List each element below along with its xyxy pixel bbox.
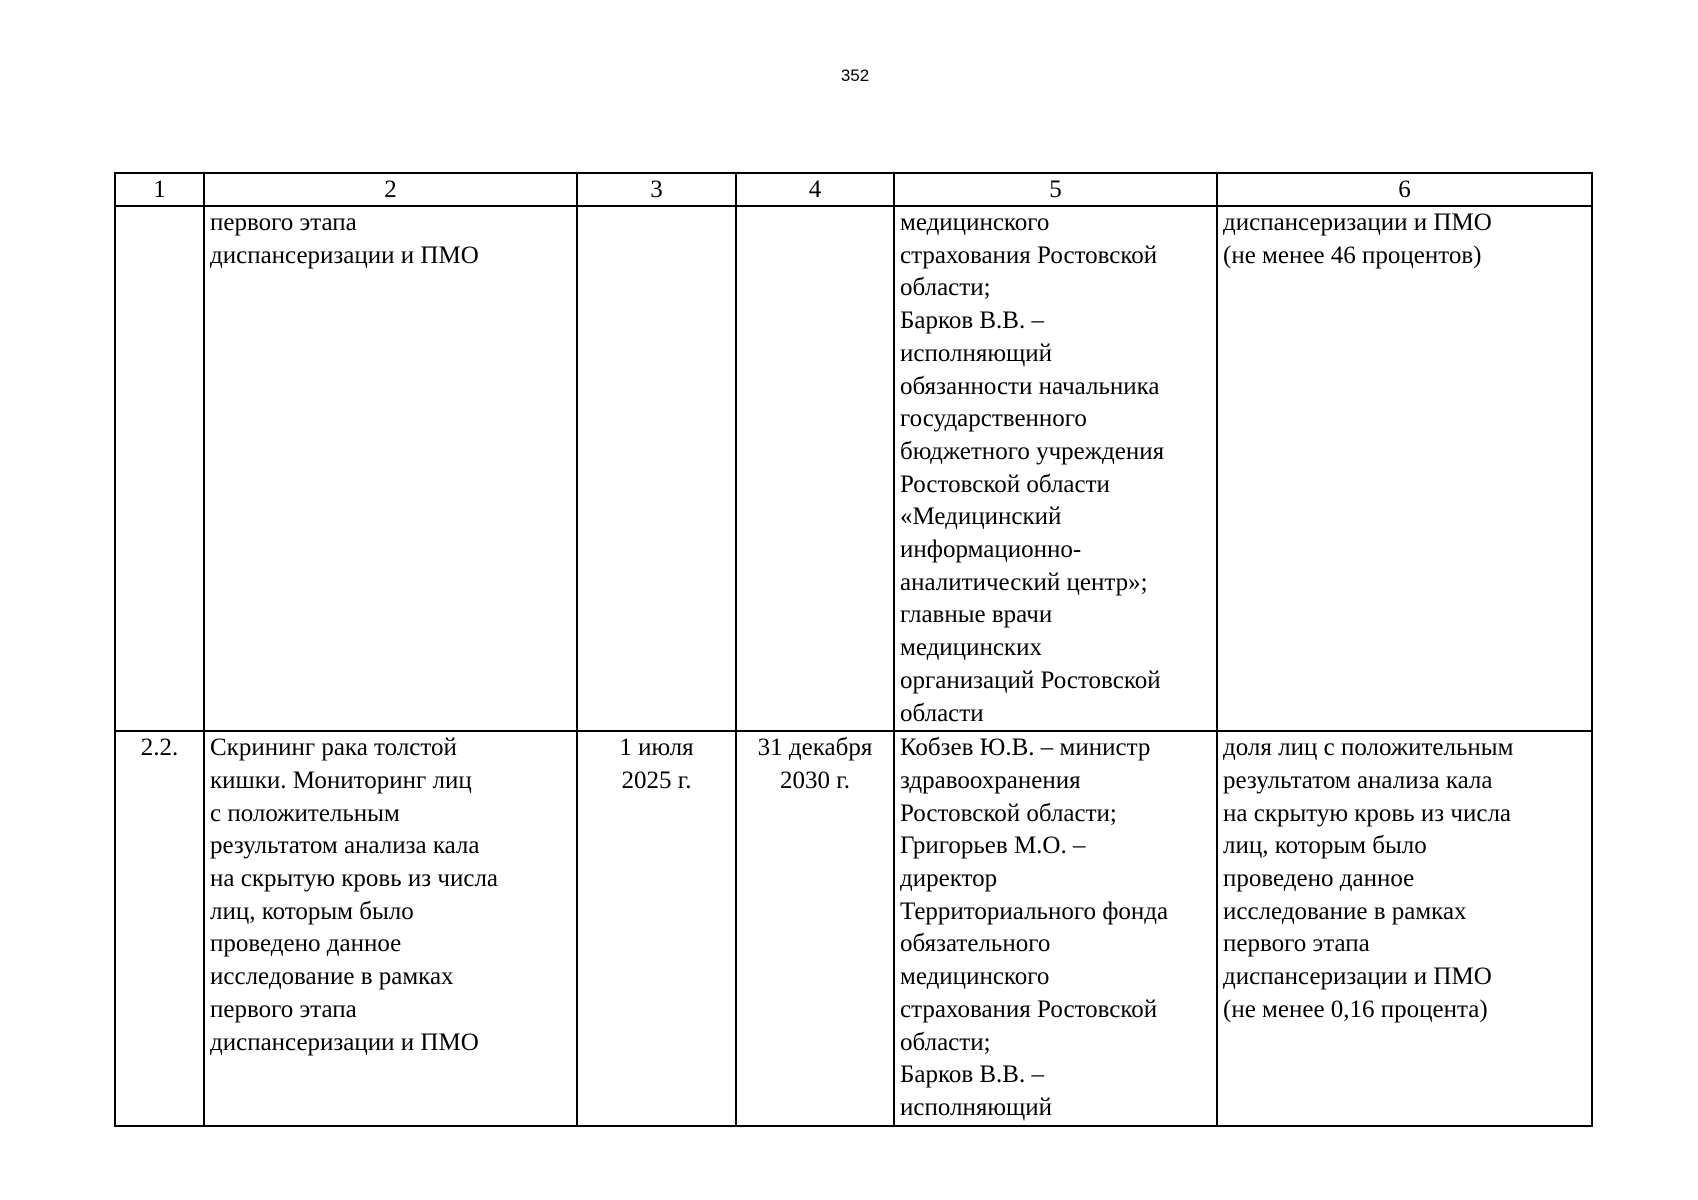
column-header-4: 4: [736, 173, 894, 206]
row-number-cell: [115, 206, 204, 731]
result-cell: [1217, 731, 1592, 1125]
measure-cell: [204, 206, 577, 731]
start-date-cell: [577, 731, 736, 1125]
end-date: 31 декабря 2030 г.: [757, 734, 873, 794]
column-header-2: 2: [204, 173, 577, 206]
end-date-cell: [736, 731, 894, 1125]
page-number: 352: [840, 66, 870, 85]
result-text: доля лиц с положительным результатом анализа кала на скрытую кровь из числа лиц, которым было проведено данное исследование в рамках первого этапа диспансеризации и ПМО (не менее 0,16 процента): [1223, 734, 1514, 1023]
row-number-cell: [115, 731, 204, 1125]
measures-table: [114, 172, 1593, 1127]
table-header-row: [115, 173, 1592, 206]
responsible-text: Кобзев Ю.В. – министр здравоохранения Ростовской области; Григорьев М.О. – директор Территориального фонда обязательного медицинского страхования Ростовской области; Барков В.В. – исполняющий: [900, 734, 1169, 1121]
responsible-text: медицинского страхования Ростовской области; Барков В.В. – исполняющий обязанности начальника государственного бюджетного учреждения Ростовской области «Медицинский информационно- аналитический центр»; главные врачи медицинских организаций Ростовской области: [900, 209, 1165, 727]
responsible-cell: [894, 206, 1217, 731]
result-text: диспансеризации и ПМО (не менее 46 процентов): [1223, 209, 1492, 269]
measure-text: Скрининг рака толстой кишки. Мониторинг лиц с положительным результатом анализа кала на скрытую кровь из числа лиц, которым было проведено данное исследование в рамках первого этапа диспансеризации и ПМО: [210, 734, 499, 1056]
column-header-3: 3: [577, 173, 736, 206]
start-date-cell: [577, 206, 736, 731]
column-header-6: 6: [1217, 173, 1592, 206]
start-date: 1 июля 2025 г.: [619, 734, 694, 794]
measure-cell: [204, 731, 577, 1125]
column-header-1: 1: [115, 173, 204, 206]
row-number: 2.2.: [140, 734, 179, 762]
column-header-5: 5: [894, 173, 1217, 206]
end-date-cell: [736, 206, 894, 731]
result-cell: [1217, 206, 1592, 731]
table-row: [115, 731, 1592, 1125]
table-row: [115, 206, 1592, 731]
responsible-cell: [894, 731, 1217, 1125]
measure-text: первого этапа диспансеризации и ПМО: [210, 209, 479, 269]
